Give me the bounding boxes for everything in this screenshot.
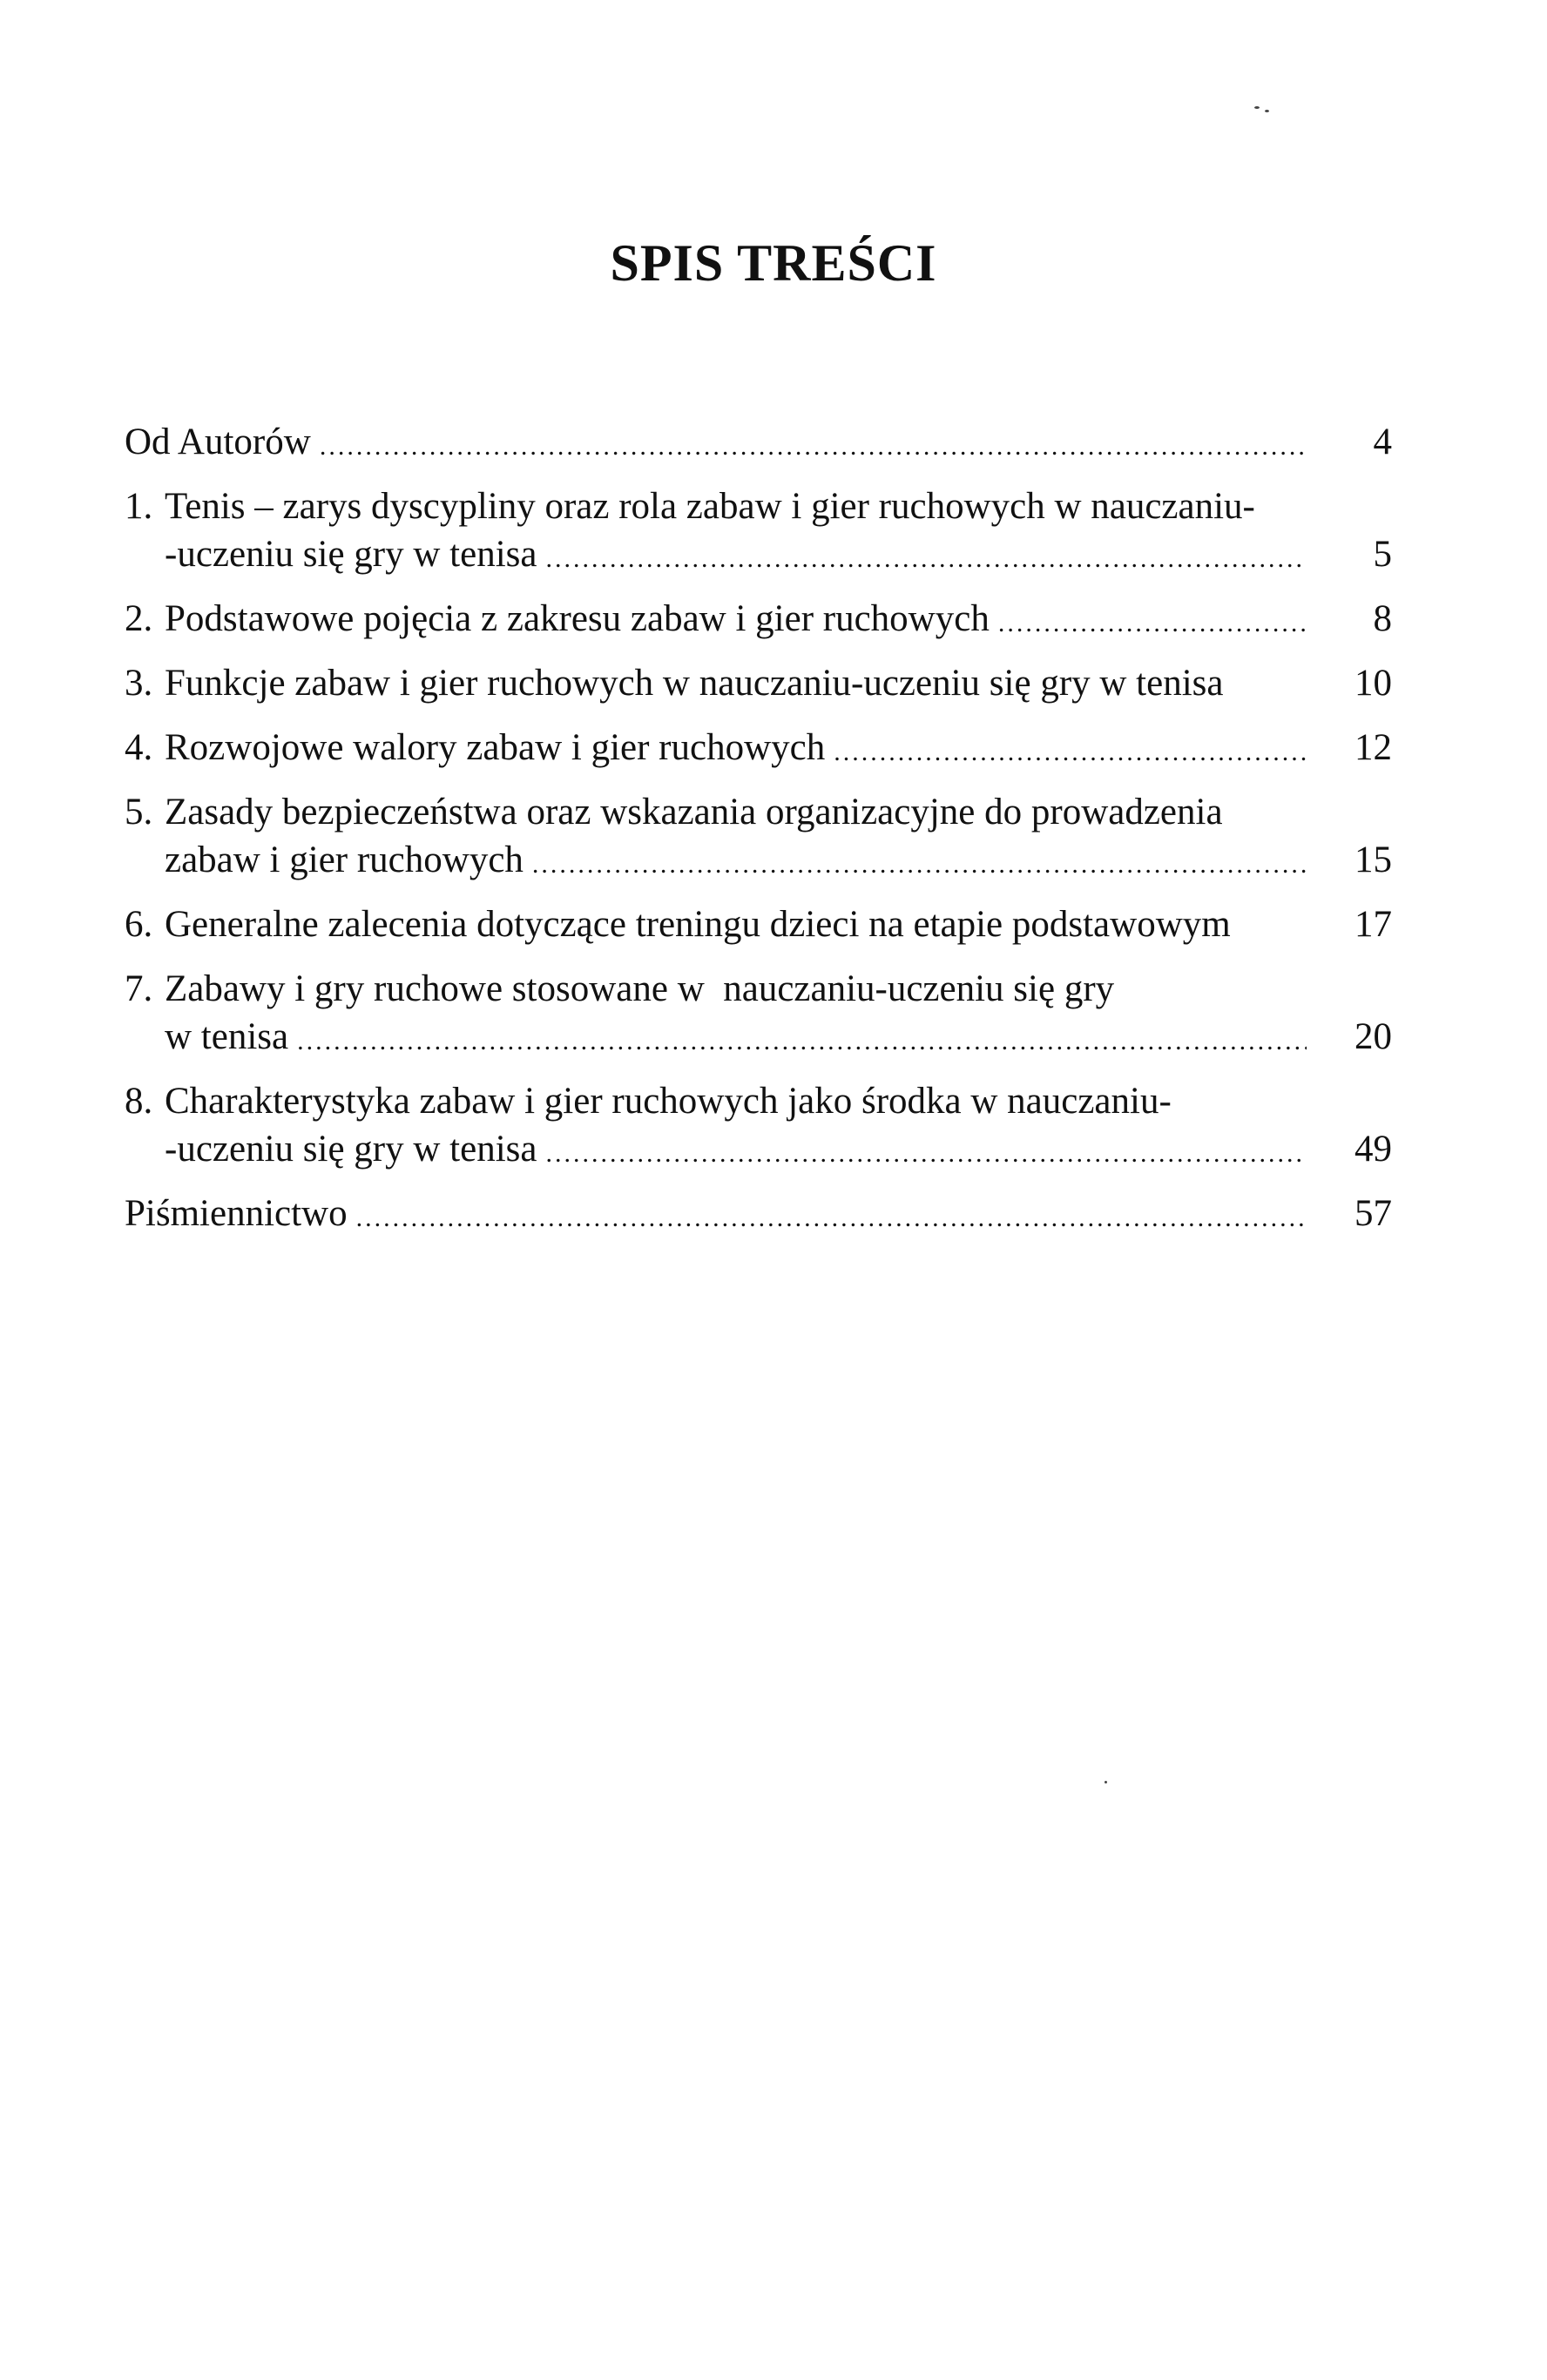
toc-page-number: 15 — [1354, 839, 1392, 880]
dot-leader — [297, 1022, 1307, 1061]
toc-entry-title: Rozwojowe walory zabaw i gier ruchowych — [165, 727, 826, 768]
toc-entry-chapter-7 — [125, 965, 1392, 1061]
table-of-contents — [125, 418, 1392, 1237]
toc-entry-title-continued: -uczeniu się gry w tenisa — [165, 1129, 537, 1170]
dot-leader — [320, 428, 1307, 466]
toc-entry-title-continued: w tenisa — [165, 1016, 289, 1057]
toc-entry-title-continued: -uczeniu się gry w tenisa — [165, 534, 537, 575]
toc-entry-foreword — [125, 418, 1392, 466]
toc-chapter-number: 7. — [125, 968, 153, 1009]
dot-leader — [545, 540, 1307, 578]
toc-entry-chapter-2 — [125, 595, 1392, 643]
toc-entry-title: Zabawy i gry ruchowe stosowane w nauczaniu-uczeniu się gry — [165, 968, 1115, 1009]
toc-page-number: 4 — [1373, 421, 1392, 462]
toc-page-number: 10 — [1354, 663, 1392, 704]
toc-entry-chapter-8 — [125, 1077, 1392, 1173]
dot-leader — [532, 846, 1307, 884]
toc-entry-title: Generalne zalecenia dotyczące treningu dzieci na etapie podstawowym — [165, 904, 1231, 945]
toc-entry-title: Od Autorów — [125, 421, 311, 462]
toc-entry-chapter-4 — [125, 724, 1392, 772]
toc-entry-chapter-3 — [125, 659, 1392, 707]
toc-entry-title: Charakterystyka zabaw i gier ruchowych jako środka w nauczaniu- — [165, 1081, 1172, 1122]
dot-leader — [834, 733, 1307, 772]
toc-chapter-number: 8. — [125, 1081, 153, 1122]
toc-entry-chapter-5 — [125, 788, 1392, 884]
toc-chapter-number: 1. — [125, 486, 153, 527]
dot-leader — [356, 1199, 1307, 1237]
toc-entry-title: Zasady bezpieczeństwa oraz wskazania organizacyjne do prowadzenia — [165, 792, 1223, 833]
toc-entry-title: Podstawowe pojęcia z zakresu zabaw i gier ruchowych — [165, 598, 990, 639]
toc-entry-title-continued: zabaw i gier ruchowych — [165, 839, 524, 880]
dot-leader — [998, 604, 1307, 643]
toc-chapter-number: 2. — [125, 598, 153, 639]
toc-chapter-number: 3. — [125, 663, 153, 704]
toc-page-number: 8 — [1373, 598, 1392, 639]
toc-chapter-number: 4. — [125, 727, 153, 768]
toc-page-number: 57 — [1354, 1193, 1392, 1234]
toc-entry-chapter-1 — [125, 482, 1392, 578]
toc-page-number: 49 — [1354, 1129, 1392, 1170]
toc-page-number: 5 — [1373, 534, 1392, 575]
toc-entry-title: Tenis – zarys dyscypliny oraz rola zabaw i gier ruchowych w nauczaniu- — [165, 486, 1255, 527]
toc-entry-chapter-6 — [125, 900, 1392, 948]
page-title: SPIS TREŚCI — [610, 234, 937, 292]
toc-page-number: 12 — [1354, 727, 1392, 768]
scan-speck — [1105, 1781, 1107, 1783]
toc-page-number: 17 — [1354, 904, 1392, 945]
toc-chapter-number: 5. — [125, 792, 153, 833]
scan-speck — [1265, 110, 1269, 112]
toc-entry-bibliography — [125, 1190, 1392, 1237]
toc-entry-title: Piśmiennictwo — [125, 1193, 348, 1234]
scan-speck — [1254, 106, 1260, 109]
toc-page-number: 20 — [1354, 1016, 1392, 1057]
toc-chapter-number: 6. — [125, 904, 153, 945]
toc-entry-title: Funkcje zabaw i gier ruchowych w nauczaniu-uczeniu się gry w tenisa — [165, 663, 1224, 704]
dot-leader — [545, 1135, 1307, 1173]
